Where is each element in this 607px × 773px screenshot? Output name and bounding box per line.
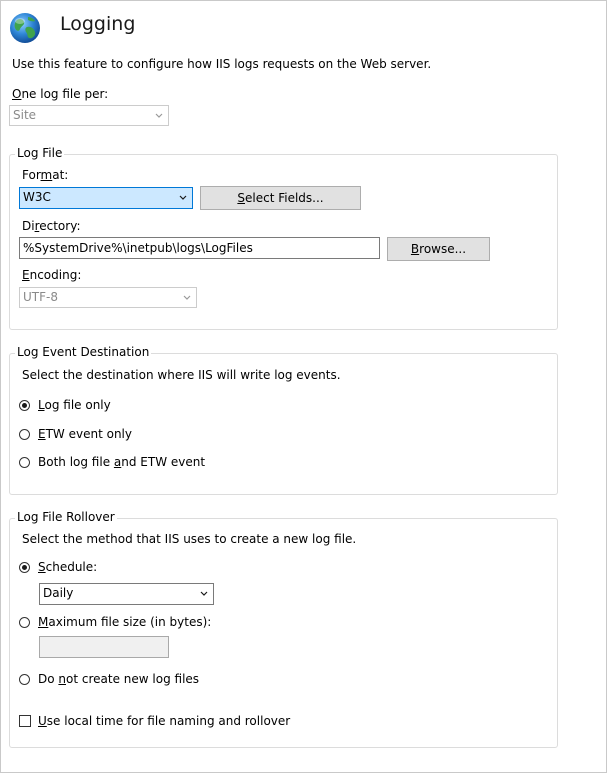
schedule-select[interactable] <box>39 583 214 605</box>
one-log-file-per-select[interactable] <box>9 105 169 126</box>
one-log-file-per-label: One log file per: <box>12 87 109 101</box>
radio-do-not-create-new-log-files[interactable] <box>19 674 30 685</box>
encoding-label: Encoding: <box>22 268 82 282</box>
encoding-value: UTF-8 <box>23 290 58 304</box>
radio-log-file-only[interactable] <box>19 400 30 411</box>
radio-schedule-label[interactable]: Schedule: <box>38 560 98 574</box>
radio-maximum-file-size-label[interactable]: Maximum file size (in bytes): <box>38 615 212 629</box>
globe-icon <box>9 12 41 44</box>
radio-etw-event-only-label[interactable]: ETW event only <box>38 427 132 441</box>
format-label: Format: <box>22 168 69 182</box>
local-time-checkbox-label[interactable]: Use local time for file naming and rollover <box>38 714 291 728</box>
chevron-down-icon <box>182 288 192 307</box>
directory-input[interactable]: %SystemDrive%\inetpub\logs\LogFiles <box>19 237 380 259</box>
radio-schedule[interactable] <box>19 562 30 573</box>
radio-maximum-file-size[interactable] <box>19 617 30 628</box>
radio-etw-event-only[interactable] <box>19 429 30 440</box>
page-title: Logging <box>60 13 136 35</box>
radio-both-log-and-etw[interactable] <box>19 457 30 468</box>
log-file-rollover-legend: Log File Rollover <box>17 510 115 524</box>
directory-label: Directory: <box>22 219 81 233</box>
schedule-value: Daily <box>43 586 74 600</box>
log-file-legend: Log File <box>17 146 63 160</box>
local-time-checkbox[interactable] <box>19 715 31 727</box>
log-event-destination-legend: Log Event Destination <box>17 345 150 359</box>
format-select[interactable] <box>19 187 193 209</box>
chevron-down-icon <box>178 188 188 207</box>
maximum-file-size-input[interactable] <box>39 636 169 658</box>
chevron-down-icon <box>199 584 209 603</box>
radio-do-not-create-new-log-files-label[interactable]: Do not create new log files <box>38 672 200 686</box>
radio-log-file-only-label[interactable]: Log file only <box>38 398 111 412</box>
chevron-down-icon <box>154 106 164 125</box>
format-value: W3C <box>23 190 51 204</box>
browse-button[interactable]: Browse... <box>387 237 490 261</box>
select-fields-button[interactable]: Select Fields... <box>200 186 361 210</box>
encoding-select[interactable] <box>19 287 197 308</box>
log-file-rollover-description: Select the method that IIS uses to create a new log file. <box>22 532 357 546</box>
feature-description: Use this feature to configure how IIS logs requests on the Web server. <box>12 57 432 71</box>
one-log-file-per-value: Site <box>13 108 37 122</box>
radio-both-log-and-etw-label[interactable]: Both log file and ETW event <box>38 455 206 469</box>
log-event-destination-description: Select the destination where IIS will write log events. <box>22 368 341 382</box>
